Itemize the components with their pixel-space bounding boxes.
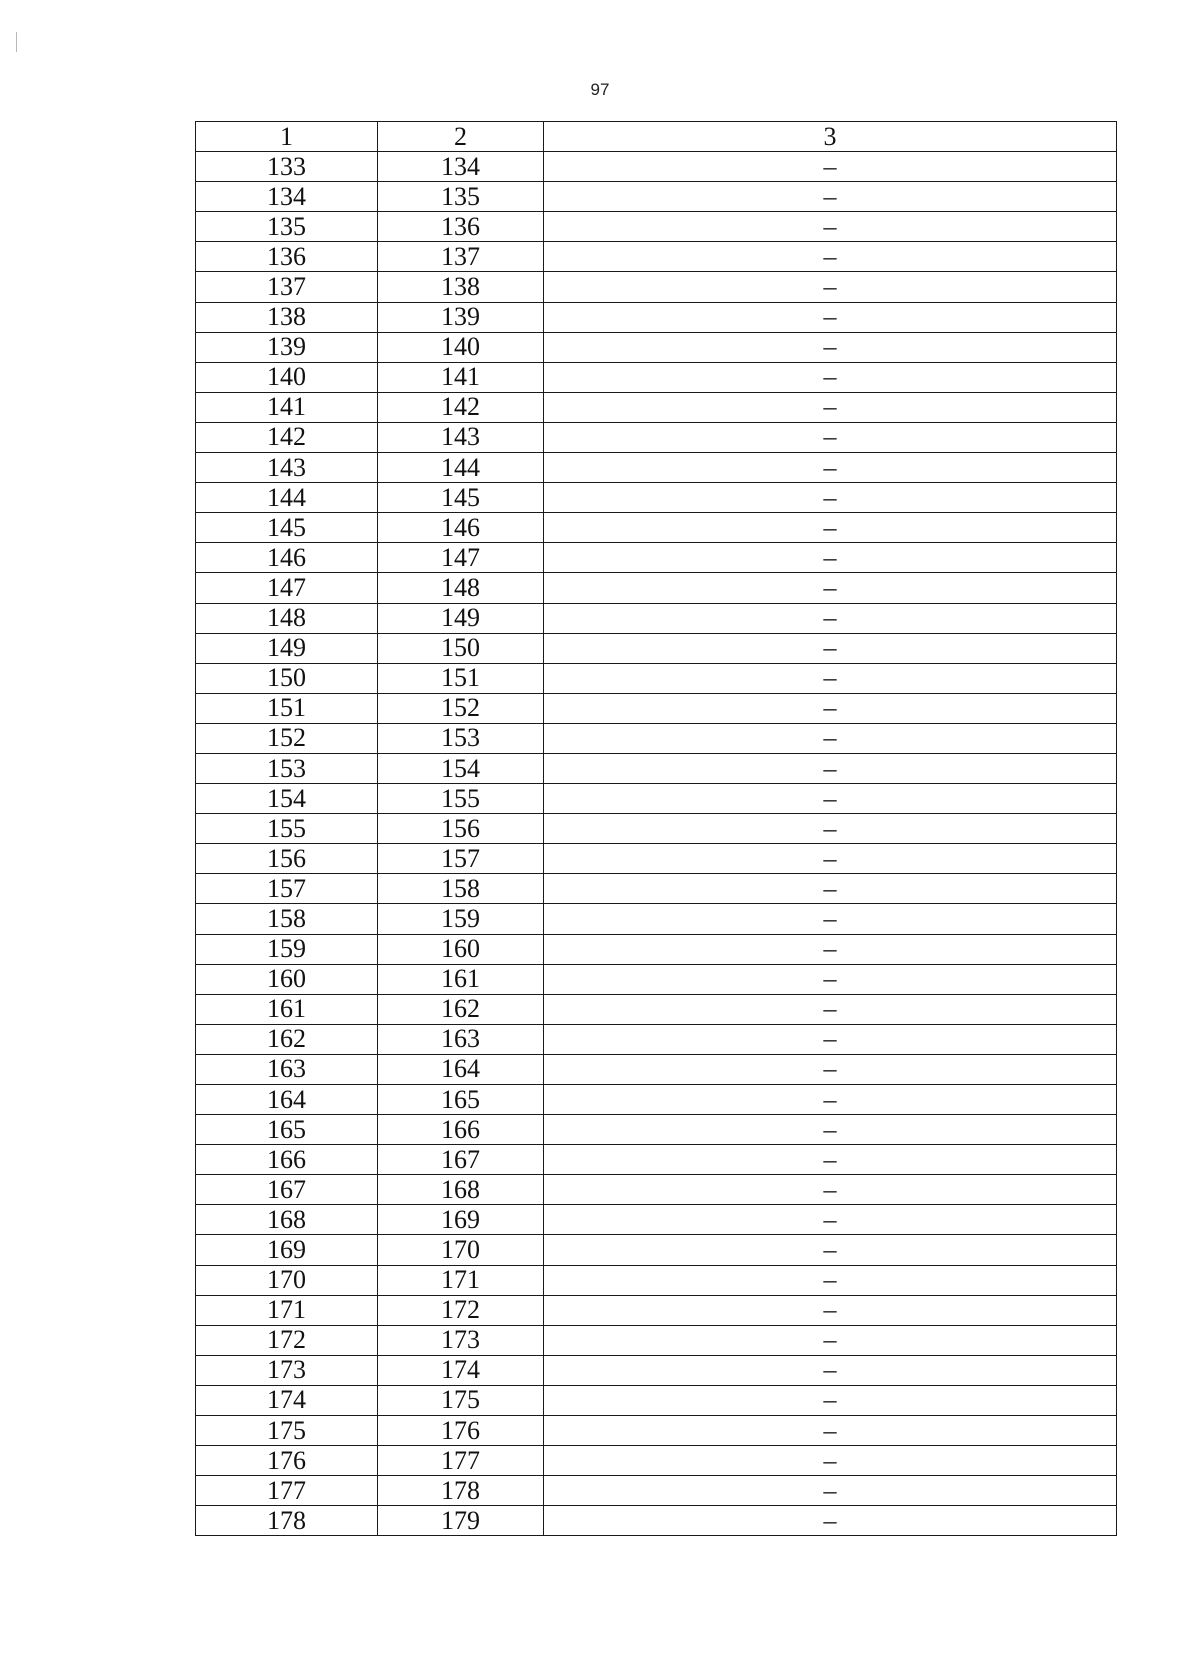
table-cell: – (544, 1416, 1117, 1446)
table-row (196, 723, 1117, 753)
table-cell: – (544, 934, 1117, 964)
table-cell: – (544, 1355, 1117, 1385)
table-cell: 158 (378, 874, 544, 904)
table-cell: 173 (378, 1325, 544, 1355)
table-cell: – (544, 453, 1117, 483)
table-row (196, 422, 1117, 452)
table-cell: 160 (378, 934, 544, 964)
table-cell: 142 (378, 392, 544, 422)
table-row (196, 663, 1117, 693)
table-cell: – (544, 784, 1117, 814)
table-cell: 140 (196, 362, 378, 392)
table-cell: – (544, 573, 1117, 603)
table-cell: 137 (378, 242, 544, 272)
table-cell: 133 (196, 152, 378, 182)
table-row (196, 964, 1117, 994)
table-cell: 148 (196, 603, 378, 633)
table-cell: – (544, 1325, 1117, 1355)
table-cell: – (544, 362, 1117, 392)
table-cell: 144 (196, 483, 378, 513)
table-cell: – (544, 633, 1117, 663)
table-row (196, 272, 1117, 302)
table-cell: 165 (196, 1115, 378, 1145)
table-row (196, 392, 1117, 422)
table-cell: – (544, 1235, 1117, 1265)
table-cell: – (544, 1085, 1117, 1115)
table-cell: 135 (378, 182, 544, 212)
table-row (196, 1385, 1117, 1415)
table-cell: 157 (196, 874, 378, 904)
table-cell: 168 (196, 1205, 378, 1235)
table-cell: – (544, 422, 1117, 452)
table-cell: 138 (196, 302, 378, 332)
table-row (196, 1175, 1117, 1205)
table-header (196, 122, 1117, 152)
table-row (196, 302, 1117, 332)
table-cell: 162 (378, 994, 544, 1024)
table-row (196, 994, 1117, 1024)
table-cell: 149 (196, 633, 378, 663)
table-cell: 140 (378, 332, 544, 362)
table-row (196, 332, 1117, 362)
table-cell: 143 (378, 422, 544, 452)
table-cell: – (544, 1476, 1117, 1506)
table-cell: – (544, 723, 1117, 753)
page-number: 97 (590, 80, 610, 99)
table-cell: 161 (196, 994, 378, 1024)
table-cell: – (544, 1446, 1117, 1476)
table-cell: 136 (196, 242, 378, 272)
table-cell: 143 (196, 453, 378, 483)
table-cell: 134 (378, 152, 544, 182)
table-cell: 155 (196, 814, 378, 844)
table-row (196, 603, 1117, 633)
column-header: 1 (196, 122, 378, 152)
table-cell: 177 (378, 1446, 544, 1476)
table-cell: – (544, 1295, 1117, 1325)
table-row (196, 1145, 1117, 1175)
table-cell: 157 (378, 844, 544, 874)
table-cell: 136 (378, 212, 544, 242)
table-cell: 160 (196, 964, 378, 994)
table-cell: 165 (378, 1085, 544, 1115)
table-cell: 178 (196, 1506, 378, 1536)
table-cell: – (544, 874, 1117, 904)
table-cell: – (544, 1054, 1117, 1084)
table-row (196, 844, 1117, 874)
table-row (196, 212, 1117, 242)
table-cell: 166 (196, 1145, 378, 1175)
table-cell: 173 (196, 1355, 378, 1385)
table-row (196, 1476, 1117, 1506)
table-row (196, 543, 1117, 573)
table-row (196, 814, 1117, 844)
table-cell: 177 (196, 1476, 378, 1506)
table-cell: – (544, 392, 1117, 422)
table-row (196, 1416, 1117, 1446)
table-row (196, 1024, 1117, 1054)
table-cell: 167 (378, 1145, 544, 1175)
table-cell: – (544, 332, 1117, 362)
table-cell: – (544, 513, 1117, 543)
table-row (196, 784, 1117, 814)
table-cell: – (544, 994, 1117, 1024)
column-header: 3 (544, 122, 1117, 152)
table-cell: 159 (196, 934, 378, 964)
table-row (196, 1325, 1117, 1355)
table-row (196, 1355, 1117, 1385)
table-cell: – (544, 272, 1117, 302)
table-cell: 164 (378, 1054, 544, 1084)
table-cell: 147 (378, 543, 544, 573)
table-cell: – (544, 483, 1117, 513)
table-cell: 164 (196, 1085, 378, 1115)
table-cell: – (544, 603, 1117, 633)
table-cell: – (544, 1265, 1117, 1295)
table-cell: – (544, 543, 1117, 573)
table-row (196, 633, 1117, 663)
table-cell: 135 (196, 212, 378, 242)
data-table (195, 121, 1117, 1536)
table-cell: 147 (196, 573, 378, 603)
table-cell: 162 (196, 1024, 378, 1054)
table-cell: 150 (196, 663, 378, 693)
table-row (196, 1115, 1117, 1145)
table-cell: – (544, 814, 1117, 844)
table-row (196, 753, 1117, 783)
table-cell: 154 (378, 753, 544, 783)
table-cell: 178 (378, 1476, 544, 1506)
table-cell: – (544, 753, 1117, 783)
table-cell: – (544, 904, 1117, 934)
table-cell: 171 (378, 1265, 544, 1295)
table-cell: 153 (196, 753, 378, 783)
table-cell: 151 (196, 693, 378, 723)
table-row (196, 1265, 1117, 1295)
table-cell: 148 (378, 573, 544, 603)
table-cell: 145 (196, 513, 378, 543)
table-cell: 154 (196, 784, 378, 814)
table-cell: 176 (378, 1416, 544, 1446)
table-header-row (196, 122, 1117, 152)
table-cell: 141 (196, 392, 378, 422)
table-cell: 146 (378, 513, 544, 543)
table-row (196, 904, 1117, 934)
table-cell: 155 (378, 784, 544, 814)
table-cell: – (544, 152, 1117, 182)
table-cell: 161 (378, 964, 544, 994)
table-cell: 175 (196, 1416, 378, 1446)
table-cell: 171 (196, 1295, 378, 1325)
table-cell: 158 (196, 904, 378, 934)
table-row (196, 242, 1117, 272)
table-row (196, 1446, 1117, 1476)
table-cell: 174 (196, 1385, 378, 1415)
table-row (196, 1506, 1117, 1536)
table-cell: 144 (378, 453, 544, 483)
table-cell: – (544, 242, 1117, 272)
table-cell: 166 (378, 1115, 544, 1145)
scan-margin-mark (16, 32, 17, 52)
table-cell: – (544, 663, 1117, 693)
table-row (196, 1205, 1117, 1235)
table-cell: – (544, 1024, 1117, 1054)
table-cell: 156 (378, 814, 544, 844)
table-cell: – (544, 844, 1117, 874)
table-cell: 149 (378, 603, 544, 633)
table-cell: 174 (378, 1355, 544, 1385)
table-body (196, 152, 1117, 1536)
table-cell: 139 (196, 332, 378, 362)
table-row (196, 483, 1117, 513)
table-cell: – (544, 1385, 1117, 1415)
table-cell: – (544, 302, 1117, 332)
table-cell: 179 (378, 1506, 544, 1536)
table-cell: 169 (196, 1235, 378, 1265)
table-cell: – (544, 212, 1117, 242)
column-header: 2 (378, 122, 544, 152)
table-cell: 146 (196, 543, 378, 573)
table-cell: 163 (196, 1054, 378, 1084)
table-cell: 172 (378, 1295, 544, 1325)
table-row (196, 1295, 1117, 1325)
table-cell: – (544, 1115, 1117, 1145)
table-row (196, 1054, 1117, 1084)
table-row (196, 513, 1117, 543)
table-cell: 151 (378, 663, 544, 693)
table-cell: 134 (196, 182, 378, 212)
table-row (196, 453, 1117, 483)
table-row (196, 1085, 1117, 1115)
table-cell: 172 (196, 1325, 378, 1355)
table-cell: – (544, 1145, 1117, 1175)
table-cell: 163 (378, 1024, 544, 1054)
table-cell: 152 (196, 723, 378, 753)
table-cell: 170 (196, 1265, 378, 1295)
table-cell: 152 (378, 693, 544, 723)
table-cell: 150 (378, 633, 544, 663)
table-cell: 141 (378, 362, 544, 392)
table-cell: 167 (196, 1175, 378, 1205)
table-cell: 170 (378, 1235, 544, 1265)
table-cell: 156 (196, 844, 378, 874)
table-cell: 137 (196, 272, 378, 302)
table-cell: 175 (378, 1385, 544, 1415)
table-cell: – (544, 693, 1117, 723)
table-row (196, 934, 1117, 964)
table-cell: 168 (378, 1175, 544, 1205)
table-row (196, 182, 1117, 212)
table-cell: 138 (378, 272, 544, 302)
table-row (196, 573, 1117, 603)
table-cell: 142 (196, 422, 378, 452)
table-cell: 153 (378, 723, 544, 753)
table-cell: 176 (196, 1446, 378, 1476)
table-cell: – (544, 1205, 1117, 1235)
table-row (196, 152, 1117, 182)
table-cell: – (544, 1175, 1117, 1205)
table-row (196, 362, 1117, 392)
table-cell: 159 (378, 904, 544, 934)
table-cell: 139 (378, 302, 544, 332)
table-row (196, 874, 1117, 904)
table-cell: 145 (378, 483, 544, 513)
table-cell: – (544, 1506, 1117, 1536)
table-row (196, 693, 1117, 723)
table-cell: – (544, 964, 1117, 994)
table-row (196, 1235, 1117, 1265)
table-cell: 169 (378, 1205, 544, 1235)
table-cell: – (544, 182, 1117, 212)
